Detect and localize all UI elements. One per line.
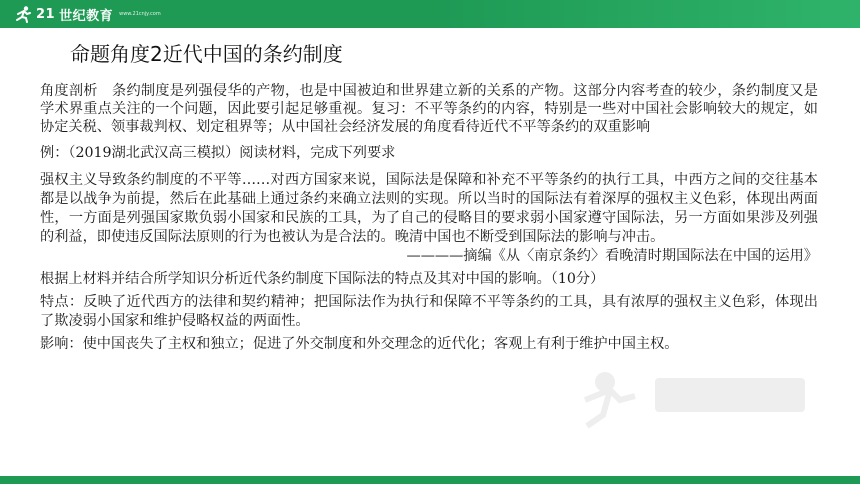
analysis-paragraph: 角度剖析 条约制度是列强侵华的产物，也是中国被迫和世界建立新的关系的产物。这部分内容考查的较少，条约制度又是学术界重点关注的一个问题，因此要引起足够重视。复习：不平等条约的内容，特别是一些对中国社会影响较大的规定，如协定关税、领事裁判权、划定租界等；从中国社会经济发展的角度看待近代不平等条约的双重影响	[40, 83, 818, 135]
logo-number: 21	[36, 6, 56, 22]
bottom-banner	[0, 476, 860, 484]
top-banner-gradient	[440, 0, 860, 28]
runner-icon	[14, 5, 32, 23]
material-paragraph: 强权主义导致条约制度的不平等……对西方国家来说，国际法是保障和补充不平等条约的执行工具，中西方之间的交往基本都是以战争为前提，然后在此基础上通过条约来确立法则的实现。所以当时的国际法有着深厚的强权主义色彩，体现出两面性，一方面是列强国家欺负弱小国家和民族的工具，为了自己的侵略目的要求弱小国家遵守国际法，另一方面如果涉及列强的利益，即使违反国际法原则的行为也被认为是合法的。晚清中国也不断受到国际法的影响与冲击。	[40, 172, 818, 245]
answer-features: 特点：反映了近代西方的法律和契约精神；把国际法作为执行和保障不平等条约的工具，具有浓厚的强权主义色彩，体现出了欺凌弱小国家和维护侵略权益的两面性。	[40, 294, 818, 329]
slide-body	[40, 82, 818, 354]
watermark-logo	[575, 360, 825, 430]
logo-url: www.21cnjy.com	[119, 11, 161, 17]
example-heading: 例：（2019湖北武汉高三模拟）阅读材料，完成下列要求	[40, 145, 396, 161]
top-banner	[0, 0, 860, 28]
question-paragraph: 根据上材料并结合所学知识分析近代条约制度下国际法的特点及其对中国的影响。（10分）	[40, 271, 605, 287]
slide-title: 命题角度2近代中国的条约制度	[70, 42, 343, 66]
brand-logo	[14, 4, 161, 24]
material-source: ————摘编《从〈南京条约〉看晚清时期国际法在中国的运用》	[406, 248, 818, 264]
logo-text: 世纪教育	[59, 8, 114, 24]
answer-impact: 影响：使中国丧失了主权和独立；促进了外交制度和外交理念的近代化；客观上有利于维护中国主权。	[40, 336, 679, 352]
